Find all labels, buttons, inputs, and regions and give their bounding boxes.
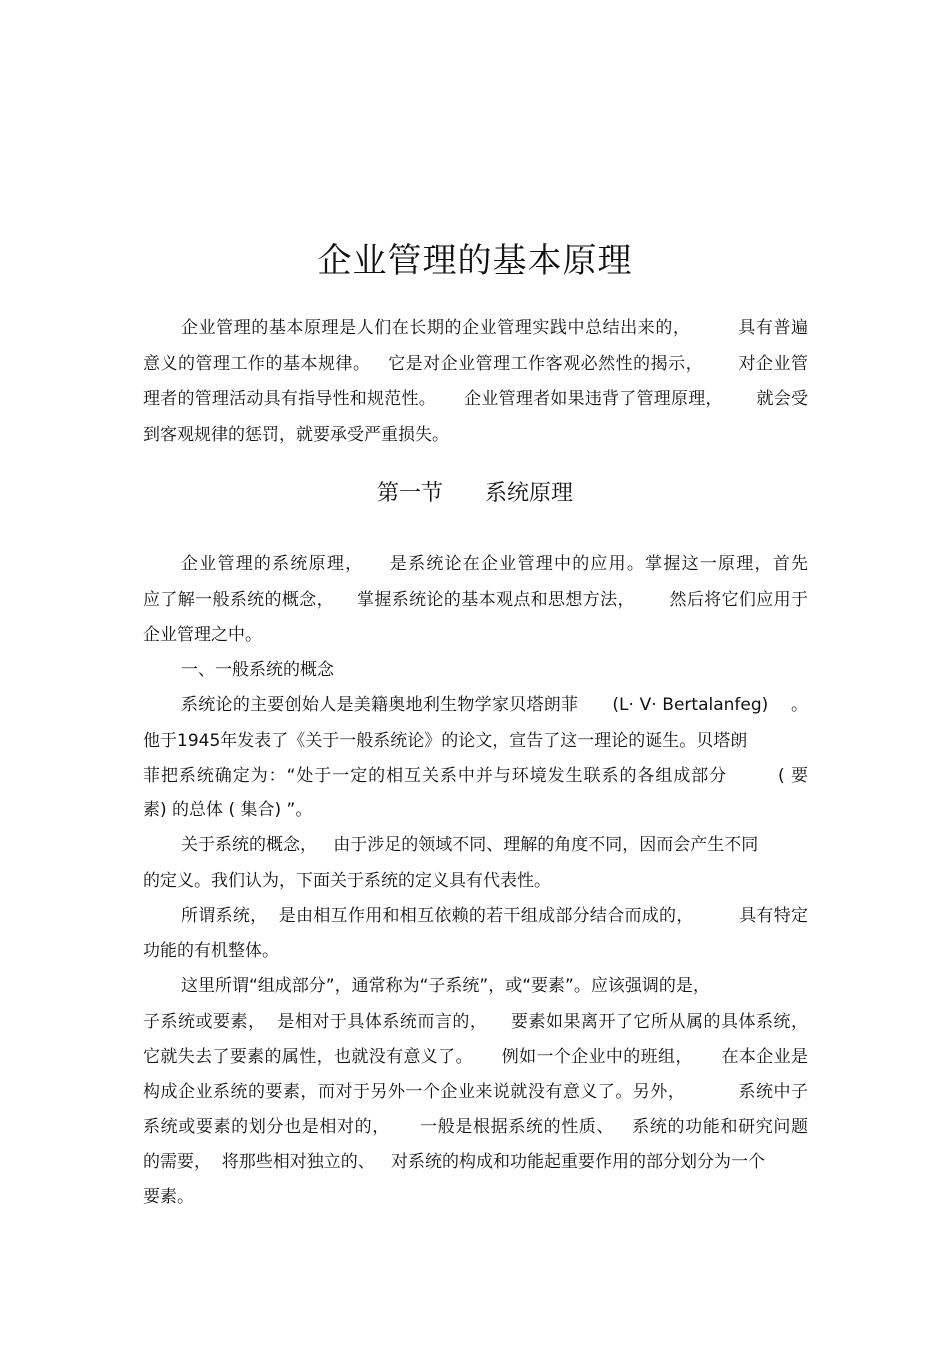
para3-line-1: 关于系统的概念， 由于涉足的领域不同、理解的角度不同，因而会产生不同: [181, 835, 759, 855]
section-heading: 第一节 系统原理: [377, 481, 573, 506]
para2-line-4: 素) 的总体 ( 集合) ”。: [143, 800, 313, 820]
para5-line-6: 的需要， 将那些相对独立的、 对系统的构成和功能起重要作用的部分划分为一个: [143, 1152, 766, 1172]
subheading: 一、一般系统的概念: [181, 660, 334, 680]
document-title: 企业管理的基本原理: [317, 241, 633, 281]
intro-line-4: 到客观规律的惩罚，就要承受严重损失。: [143, 425, 449, 445]
para3-line-2: 的定义。我们认为，下面关于系统的定义具有代表性。: [143, 871, 551, 891]
para2-line-1: 系统论的主要创始人是美籍奥地利生物学家贝塔朗菲 (L· V· Bertalanfeg) 。: [181, 695, 808, 715]
para1-line-2: 应了解一般系统的概念， 掌握系统论的基本观点和思想方法， 然后将它们应用于: [143, 590, 808, 610]
para5-line-5: 系统或要素的划分也是相对的， 一般是根据系统的性质、 系统的功能和研究问题: [143, 1117, 808, 1137]
para1-line-1: 企业管理的系统原理， 是系统论在企业管理中的应用。掌握这一原理，首先: [181, 554, 808, 574]
intro-line-2: 意义的管理工作的基本规律。 它是对企业管理工作客观必然性的揭示， 对企业管: [143, 354, 808, 374]
para1-line-3: 企业管理之中。: [143, 625, 262, 645]
para4-line-2: 功能的有机整体。: [143, 941, 279, 961]
para5-line-7: 要素。: [143, 1187, 194, 1207]
para5-line-2: 子系统或要素， 是相对于具体系统而言的， 要素如果离开了它所从属的具体系统，: [143, 1012, 808, 1032]
para4-line-1: 所谓系统， 是由相互作用和相互依赖的若干组成部分结合而成的， 具有特定: [181, 906, 808, 926]
para2-line-2: 他于1945年发表了《关于一般系统论》的论文，宣告了这一理论的诞生。贝塔朗: [143, 731, 748, 751]
para5-line-3: 它就失去了要素的属性，也就没有意义了。 例如一个企业中的班组， 在本企业是: [143, 1047, 808, 1067]
para5-line-1: 这里所谓“组成部分”，通常称为“子系统”，或“要素”。应该强调的是，: [181, 976, 710, 996]
para2-line-3: 菲把系统确定为：“处于一定的相互关系中并与环境发生联系的各组成部分 ( 要: [143, 766, 808, 786]
intro-line-3: 理者的管理活动具有指导性和规范性。 企业管理者如果违背了管理原理， 就会受: [143, 389, 808, 409]
para5-line-4: 构成企业系统的要素，而对于另外一个企业来说就没有意义了。另外， 系统中子: [143, 1082, 808, 1102]
intro-line-1: 企业管理的基本原理是人们在长期的企业管理实践中总结出来的， 具有普遍: [181, 318, 808, 338]
